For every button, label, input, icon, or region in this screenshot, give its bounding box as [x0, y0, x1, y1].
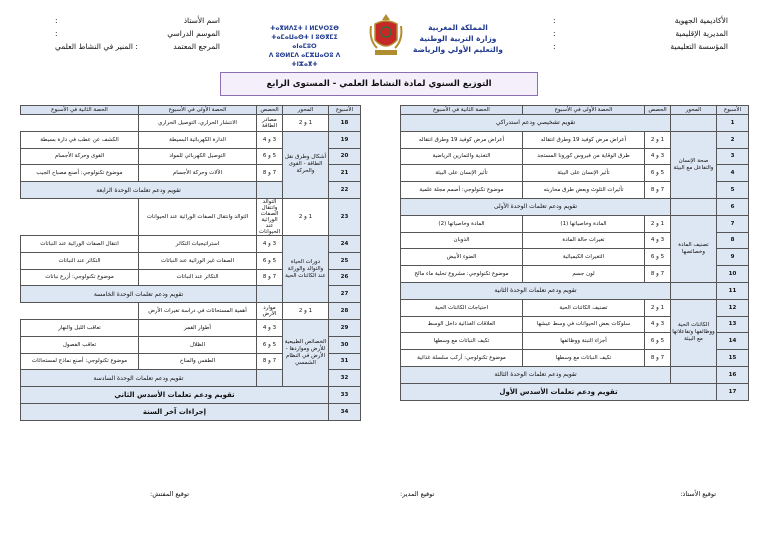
first-session-cell: طرق الوقاية من فيروس كورونا المستجد: [523, 148, 645, 165]
first-session-cell: موارد الأرض: [257, 303, 283, 320]
second-session-cell: تأثير الإنسان على البيئة: [401, 165, 523, 182]
first-session-cell: تصنيف الكائنات الحية: [523, 299, 645, 316]
second-session-cell: القوى وحركة الأجسام: [21, 148, 139, 165]
second-session-cell: العلاقات الغذائية داخل الوسط: [401, 316, 523, 333]
axis-empty: [257, 182, 283, 199]
second-session-cell: الانتشار الحراري، التوصيل الحراري: [139, 115, 257, 132]
sessions-cell: 1 و 2: [283, 198, 329, 235]
table-row: [401, 215, 749, 232]
second-session-cell: الكشف عن عطب في دارة بسيطة: [21, 131, 139, 148]
colon: :: [553, 16, 556, 25]
first-session-cell: الصفات غير الوراثية عند النباتات: [139, 252, 257, 269]
first-session-cell: التغيرات الكيميائية: [523, 249, 645, 266]
first-session-cell: التكاثر عند النباتات: [139, 269, 257, 286]
ministry-tifinagh: ⵜⴰⴳⵍⴷⵉⵜ ⵏ ⵍⵎⵖⵔⵉⴱ ⵜⴰⵎⴰⵡⴰⵙⵜ ⵏ ⵓⵙⴳⵎⵉ ⴰⵏⴰⵎⵓⵔ ⴷ ⵓⵙⵍⵎⴷ ⴰⵎⵣⵡⴰⵔⵓ ⴷ ⵜⵏⵣⴰⴳⵜ: [268, 25, 341, 68]
evaluation-cell: تقويم ودعم تعلمات الوحدة الخامسة: [21, 286, 257, 303]
first-session-cell: سلوكات بعض الحيوانات في وسط عيشها: [523, 316, 645, 333]
table-row: [21, 235, 361, 252]
evaluation-cell: إجراءات آخر السنة: [21, 403, 329, 420]
teacher-info: [55, 14, 220, 53]
sessions-cell: 3 و 4: [257, 235, 283, 252]
week-number: 29: [329, 319, 361, 336]
table-header-row: [21, 106, 361, 115]
second-session-cell: موضوع تكنولوجي: مشروع تحلية ماء مالح: [401, 266, 523, 283]
col-first: الحصة الأولى في الأسبوع: [139, 106, 257, 115]
week-number: 19: [329, 131, 361, 148]
week-number: 16: [717, 366, 749, 383]
second-session-cell: موضوع تكنولوجي: أصمم مجلة علمية: [401, 182, 523, 199]
sessions-cell: 7 و 8: [645, 182, 671, 199]
axis-empty: [671, 115, 717, 132]
col-axis: المحور: [283, 106, 329, 115]
evaluation-row: [401, 366, 749, 383]
directorate-label: المديرية الإقليمية: [675, 29, 728, 38]
week-number: 10: [717, 266, 749, 283]
first-session-cell: المادة وخاصياتها (1): [523, 215, 645, 232]
col-second: الحصة الثانية في الأسبوع: [401, 106, 523, 115]
sessions-cell: 7 و 8: [257, 165, 283, 182]
evaluation-row: [21, 403, 361, 420]
sessions-cell: 5 و 6: [257, 252, 283, 269]
week-number: 23: [329, 198, 361, 235]
first-session-cell: أعراض مرض كوفيد 19 وطرق انتقاله: [523, 131, 645, 148]
week-number: 13: [717, 316, 749, 333]
sessions-cell: 5 و 6: [645, 333, 671, 350]
second-session-cell: الذوبان: [401, 232, 523, 249]
ministry-header: [262, 12, 517, 68]
second-session-cell: موضوع تكنولوجي: أصنع نماذج لمستحاثات: [21, 353, 139, 370]
first-session-cell: تأثير الإنسان على البيئة: [523, 165, 645, 182]
first-session-cell: التوالد وانتقال الصفات الوراثية عند الحيوانات: [257, 198, 283, 235]
schedule-table-first-semester: [400, 105, 749, 401]
first-session-cell: تكيف النباتات مع وسطها: [523, 350, 645, 367]
axis-empty: [671, 282, 717, 299]
school-label: المؤسسة التعليمية: [670, 42, 728, 51]
evaluation-cell: تقويم ودعم تعلمات الوحدة السادسة: [21, 370, 257, 387]
sessions-cell: 3 و 4: [645, 316, 671, 333]
first-session-cell: تغيرات حالة المادة: [523, 232, 645, 249]
second-session-cell: انتقال الصفات الوراثية عند النباتات: [21, 235, 139, 252]
week-number: 2: [717, 131, 749, 148]
axis-cell: الكائنات الحية ووظائفها وتفاعلاتها مع البيئة: [671, 299, 717, 366]
sessions-cell: 3 و 4: [645, 232, 671, 249]
week-number: 3: [717, 148, 749, 165]
evaluation-cell: تقويم ودعم تعلمات الوحدة الثالثة: [401, 366, 671, 383]
evaluation-row: [401, 115, 749, 132]
second-session-cell: أهمية المستحاثات في دراسة تغيرات الأرض: [139, 303, 257, 320]
first-session-cell: استراتيجيات التكاثر: [139, 235, 257, 252]
week-number: 6: [717, 198, 749, 215]
week-number: 32: [329, 370, 361, 387]
page-title: التوزيع السنوي لمادة النشاط العلمي - المستوى الرابع: [220, 72, 538, 96]
sessions-cell: 7 و 8: [645, 350, 671, 367]
first-session-cell: الدارة الكهربائية البسيطة: [139, 131, 257, 148]
axis-empty: [671, 366, 717, 383]
week-number: 11: [717, 282, 749, 299]
sessions-cell: 1 و 2: [645, 299, 671, 316]
sessions-cell: 5 و 6: [645, 165, 671, 182]
academy-label: الأكاديمية الجهوية: [674, 16, 728, 25]
axis-cell: دورات الحياة والتوالد والوراثة عند الكائنات الحية: [283, 235, 329, 302]
week-number: 34: [329, 403, 361, 420]
week-number: 20: [329, 148, 361, 165]
reference-label: المرجع المعتمد: [173, 42, 220, 51]
table-row: [21, 131, 361, 148]
axis-cell: الخصائص الطبيعية للأرض ومواردها - الأرض في النظام الشمسي: [283, 319, 329, 386]
week-number: 24: [329, 235, 361, 252]
second-session-cell: احتياجات الكائنات الحية: [401, 299, 523, 316]
evaluation-cell: تقويم ودعم تعلمات الوحدة الرابعة: [21, 182, 257, 199]
week-number: 7: [717, 215, 749, 232]
week-number: 12: [717, 299, 749, 316]
sessions-cell: 1 و 2: [283, 115, 329, 132]
second-session-cell: التكاثر عند النباتات: [21, 252, 139, 269]
colon: :: [55, 16, 58, 25]
table-row: [21, 319, 361, 336]
first-session-cell: مصادر الطاقة: [257, 115, 283, 132]
second-session-cell: موضوع تكنولوجي: أركب سلسلة غذائية: [401, 350, 523, 367]
teacher-signature: توقيع الأستاذ:: [680, 490, 716, 498]
sessions-cell: 5 و 6: [257, 148, 283, 165]
sessions-cell: 7 و 8: [645, 266, 671, 283]
evaluation-row: [401, 282, 749, 299]
evaluation-cell: تقويم ودعم تعلمات الأسدس الأول: [401, 383, 717, 400]
week-number: 30: [329, 336, 361, 353]
week-number: 8: [717, 232, 749, 249]
ministry-arabic: المملكة المغربية وزارة التربية الوطنية والتعليم الأولي والرياضة: [413, 23, 503, 54]
axis-cell: أشكال وطرق نقل الطاقة - القوى والحركة: [283, 131, 329, 198]
col-week: الأسبوع: [329, 106, 361, 115]
colon: :: [55, 29, 58, 38]
col-second: الحصة الثانية في الأسبوع: [21, 106, 139, 115]
sessions-cell: 1 و 2: [645, 131, 671, 148]
sessions-cell: 5 و 6: [645, 249, 671, 266]
colon: :: [135, 42, 138, 51]
colon: :: [553, 29, 556, 38]
sessions-cell: 3 و 4: [645, 148, 671, 165]
sessions-cell: 1 و 2: [283, 303, 329, 320]
col-sessions: الحصص: [257, 106, 283, 115]
axis-empty: [257, 286, 283, 303]
season-label: الموسم الدراسي: [167, 29, 220, 38]
axis-empty: [257, 370, 283, 387]
sessions-cell: 7 و 8: [257, 353, 283, 370]
week-number: 15: [717, 350, 749, 367]
evaluation-cell: تقويم تشخيصي ودعم استدراكي: [401, 115, 671, 132]
director-signature: توقيع المدير:: [400, 490, 435, 498]
second-session-cell: تكيف النباتات مع وسطها: [401, 333, 523, 350]
week-number: 27: [329, 286, 361, 303]
week-number: 4: [717, 165, 749, 182]
week-number: 14: [717, 333, 749, 350]
week-number: 25: [329, 252, 361, 269]
first-session-cell: التوصيل الكهربائي للمواد: [139, 148, 257, 165]
second-session-cell: التوالد وانتقال الصفات الوراثية عند الحيوانات: [139, 198, 257, 235]
table-row: [21, 198, 361, 235]
first-session-cell: الظلال: [139, 336, 257, 353]
evaluation-cell: تقويم ودعم تعلمات الوحدة الثانية: [401, 282, 671, 299]
week-number: 28: [329, 303, 361, 320]
col-axis: المحور: [671, 106, 717, 115]
second-session-cell: موضوع تكنولوجي: أزرع نباتات: [21, 269, 139, 286]
evaluation-row: [401, 383, 749, 400]
col-sessions: الحصص: [645, 106, 671, 115]
axis-cell: صحة الإنسان والتفاعل مع البيئة: [671, 131, 717, 198]
week-number: 5: [717, 182, 749, 199]
second-session-cell: الضوء الأبيض: [401, 249, 523, 266]
table-row: [401, 299, 749, 316]
sessions-cell: 7 و 8: [257, 269, 283, 286]
evaluation-cell: تقويم ودعم تعلمات الوحدة الأولى: [401, 198, 671, 215]
axis-empty: [671, 198, 717, 215]
week-number: 26: [329, 269, 361, 286]
colon: :: [553, 42, 556, 51]
second-session-cell: المادة وخاصياتها (2): [401, 215, 523, 232]
first-session-cell: أجزاء النبتة ووظائفها: [523, 333, 645, 350]
teacher-label: اسم الأستاذ: [183, 16, 220, 25]
table-row: [401, 131, 749, 148]
col-first: الحصة الأولى في الأسبوع: [523, 106, 645, 115]
week-number: 17: [717, 383, 749, 400]
evaluation-cell: تقويم ودعم تعلمات الأسدس الثاني: [21, 387, 329, 404]
week-number: 22: [329, 182, 361, 199]
week-number: 31: [329, 353, 361, 370]
col-week: الأسبوع: [717, 106, 749, 115]
first-session-cell: لون جسم: [523, 266, 645, 283]
table-row: [21, 115, 361, 132]
first-session-cell: الطقس والمناخ: [139, 353, 257, 370]
week-number: 21: [329, 165, 361, 182]
second-session-cell: تعاقب الفصول: [21, 336, 139, 353]
reference-value: المنير في النشاط العلمي: [55, 42, 133, 51]
sessions-cell: 5 و 6: [257, 336, 283, 353]
coat-of-arms-icon: [369, 12, 403, 58]
sessions-cell: 1 و 2: [645, 215, 671, 232]
week-number: 1: [717, 115, 749, 132]
second-session-cell: أعراض مرض كوفيد 19 وطرق انتقاله: [401, 131, 523, 148]
second-session-cell: التغذية والتمارين الرياضية: [401, 148, 523, 165]
week-number: 9: [717, 249, 749, 266]
inspector-signature: توقيع المفتش:: [150, 490, 190, 498]
table-row: [21, 303, 361, 320]
week-number: 18: [329, 115, 361, 132]
week-number: 33: [329, 387, 361, 404]
second-session-cell: تعاقب الليل والنهار: [21, 319, 139, 336]
schedule-table-second-semester: [20, 105, 361, 421]
axis-cell: تصنيف المادة وخصائصها: [671, 215, 717, 282]
second-session-cell: موضوع تكنولوجي: أصنع مصباح الجيب: [21, 165, 139, 182]
first-session-cell: تأثيرات التلوث وبعض طرق محاربته: [523, 182, 645, 199]
evaluation-row: [21, 387, 361, 404]
table-header-row: [401, 106, 749, 115]
sessions-cell: 3 و 4: [257, 319, 283, 336]
school-info: [553, 14, 728, 53]
first-session-cell: أطوار القمر: [139, 319, 257, 336]
first-session-cell: الآلات وحركة الأجسام: [139, 165, 257, 182]
evaluation-row: [401, 198, 749, 215]
sessions-cell: 3 و 4: [257, 131, 283, 148]
